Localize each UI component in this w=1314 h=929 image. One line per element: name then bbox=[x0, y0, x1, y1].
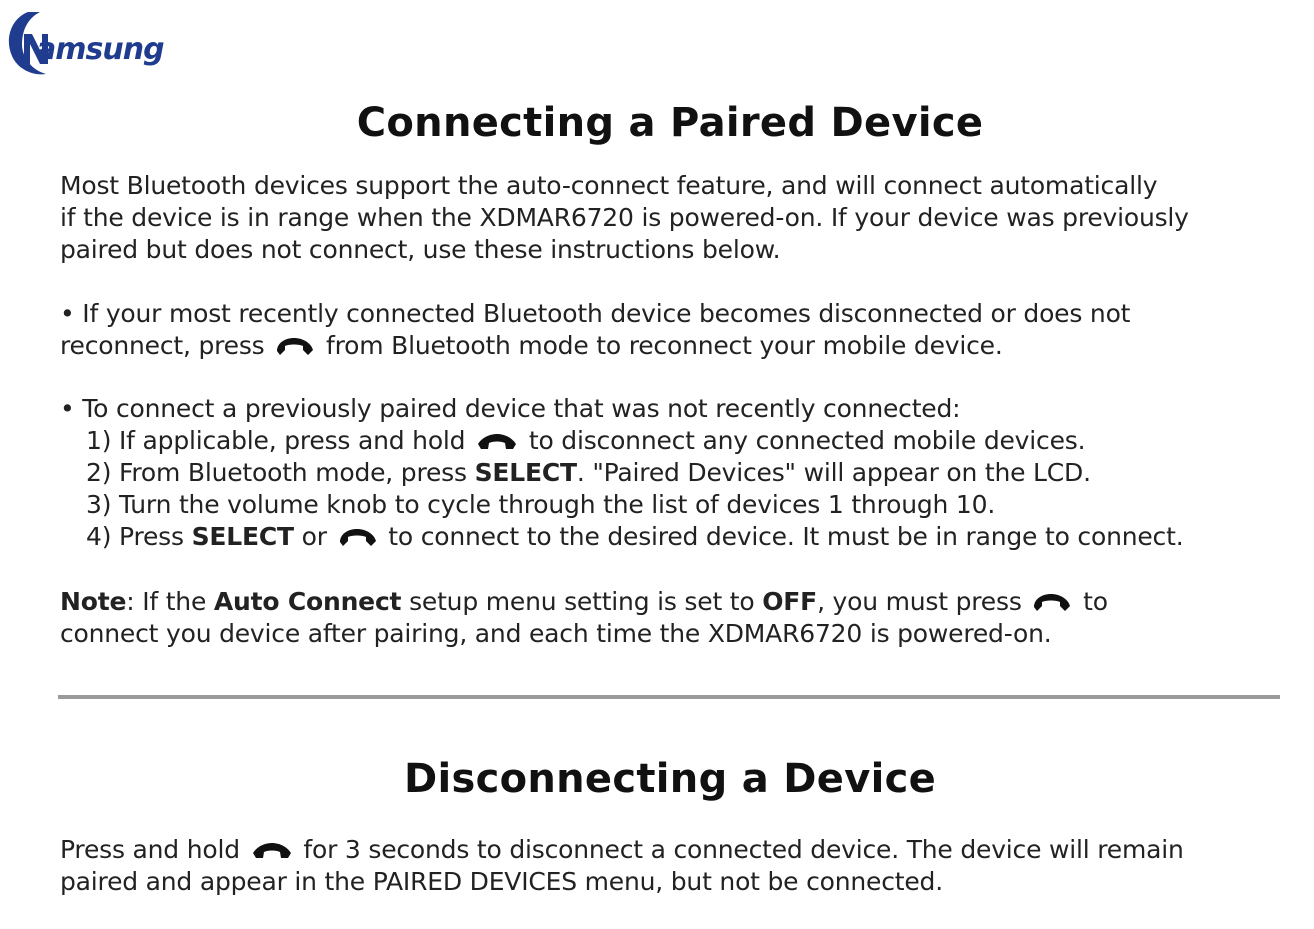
phone-answer-icon bbox=[338, 528, 378, 548]
section-title-connecting: Connecting a Paired Device bbox=[356, 100, 984, 146]
bullet-connect-previous: • To connect a previously paired device that was not recently connected: 1) If applicable, press and hold to disconnect any connected mobile devices. 2) From Bluetooth mode, press SELECT. "Paired Devices" will appear on the LCD. 3) Turn the volume knob to cycle through the list of devices 1 through 10. 4) Press SELECT or to connect to the desired device. It must be in range to connect. bbox=[60, 394, 1184, 551]
phone-answer-icon bbox=[275, 337, 315, 357]
note-label: Note bbox=[60, 587, 127, 616]
step-2: 2) From Bluetooth mode, press SELECT. "Paired Devices" will appear on the LCD. bbox=[86, 458, 1091, 487]
phone-answer-icon bbox=[1032, 593, 1072, 613]
phone-hangup-icon bbox=[476, 433, 518, 451]
namsung-logo bbox=[6, 8, 206, 80]
step-1: 1) If applicable, press and hold to disconnect any connected mobile devices. bbox=[86, 426, 1086, 455]
logo-wordmark: amsung bbox=[36, 32, 164, 67]
phone-hangup-icon bbox=[251, 842, 293, 860]
section-divider bbox=[58, 695, 1280, 699]
step-3: 3) Turn the volume knob to cycle through the list of devices 1 through 10. bbox=[86, 490, 996, 519]
bullet-reconnect: • If your most recently connected Bluetooth device becomes disconnected or does not reconnect, press from Bluetooth mode to reconnect your mobile device. bbox=[60, 299, 1131, 360]
section-title-disconnecting: Disconnecting a Device bbox=[403, 756, 937, 802]
intro-paragraph: Most Bluetooth devices support the auto-connect feature, and will connect automatically if the device is in range when the XDMAR6720 is powered-on. If your device was previously paired but does not connect, use these instructions below. bbox=[60, 171, 1189, 264]
step-4: 4) Press SELECT or to connect to the desired device. It must be in range to connect. bbox=[86, 522, 1184, 551]
note-paragraph: Note: If the Auto Connect setup menu setting is set to OFF, you must press to connect you device after pairing, and each time the XDMAR6720 is powered-on. bbox=[60, 587, 1108, 648]
disconnect-paragraph: Press and hold for 3 seconds to disconnect a connected device. The device will remain paired and appear in the PAIRED DEVICES menu, but not be connected. bbox=[60, 835, 1184, 896]
